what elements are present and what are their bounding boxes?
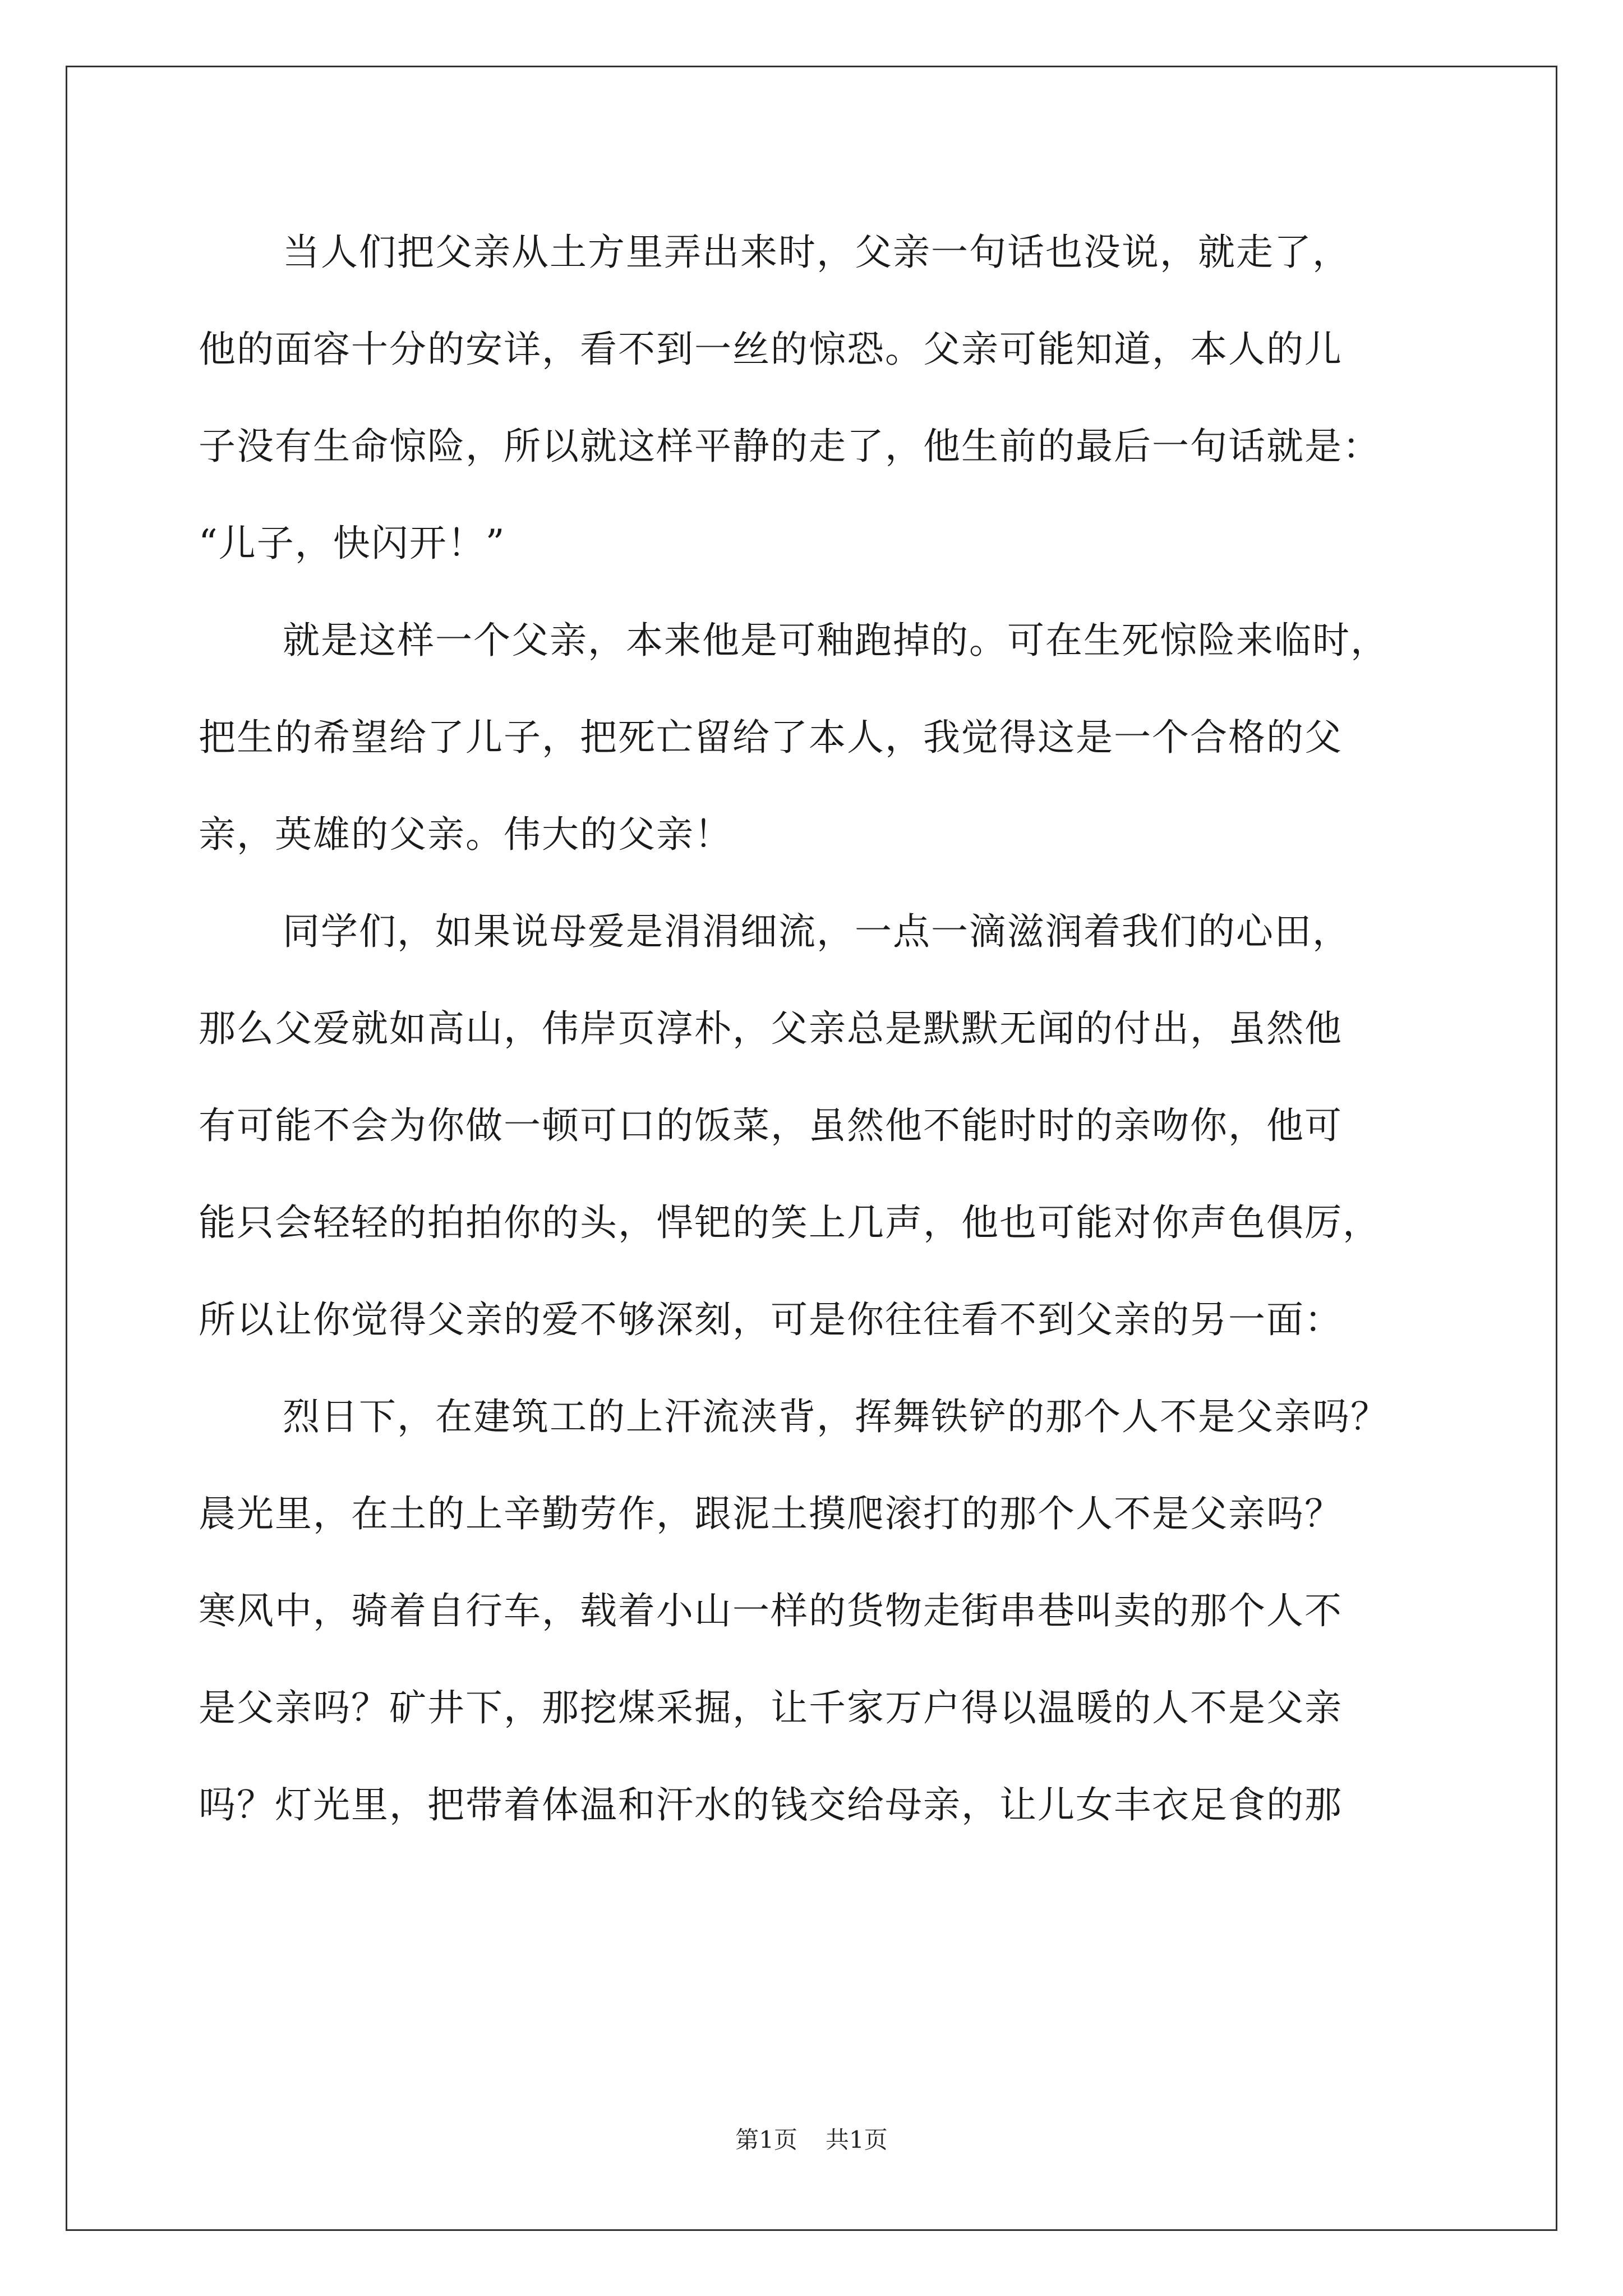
text-line: 寒风中，骑着自行车，载着小山一样的货物走街串巷叫卖的那个人不 <box>199 1589 1343 1632</box>
page-number: 第1页 <box>735 2126 797 2154</box>
text-line: 把生的希望给了儿子，把死亡留给了本人，我觉得这是一个合格的父 <box>199 716 1343 759</box>
text-line: 能只会轻轻的拍拍你的头，悍钯的笑上几声，他也可能对你声色俱厉， <box>199 1201 1381 1244</box>
text-line: 那么父爱就如高山，伟岸页淳朴，父亲总是默默无闻的付出，虽然他 <box>199 1007 1343 1050</box>
text-line: 当人们把父亲从土方里弄出来时，父亲一句话也没说，就走了， <box>283 231 1350 274</box>
text-line: 晨光里，在土的上辛勤劳作，跟泥土摸爬滚打的那个人不是父亲吗？ <box>199 1492 1343 1535</box>
text-line: 所以让你觉得父亲的爱不够深刻，可是你往往看不到父亲的另一面： <box>199 1298 1343 1341</box>
text-line: 是父亲吗？矿井下，那挖煤采掘，让千家万户得以温暖的人不是父亲 <box>199 1686 1343 1729</box>
text-line: 他的面容十分的安详，看不到一丝的惊恐。父亲可能知道，本人的儿 <box>199 328 1343 371</box>
text-line: 有可能不会为你做一顿可口的饭菜，虽然他不能时时的亲吻你，他可 <box>199 1104 1343 1147</box>
text-line: 同学们，如果说母爱是涓涓细流，一点一滴滋润着我们的心田， <box>283 910 1350 953</box>
text-line: 烈日下，在建筑工的上汗流浃背，挥舞铁铲的那个人不是父亲吗？ <box>283 1395 1389 1438</box>
text-line: 吗？灯光里，把带着体温和汗水的钱交给母亲，让儿女丰衣足食的那 <box>199 1783 1343 1826</box>
text-line: 子没有生命惊险，所以就这样平静的走了，他生前的最后一句话就是： <box>199 425 1381 468</box>
total-pages: 共1页 <box>826 2126 888 2154</box>
document-body <box>199 224 1441 1874</box>
page-footer <box>0 2126 1623 2154</box>
text-line: “儿子，快闪开！” <box>199 522 506 565</box>
text-line: 亲，英雄的父亲。伟大的父亲！ <box>199 813 732 856</box>
text-line: 就是这样一个父亲，本来他是可釉跑掉的。可在生死惊险来临时， <box>283 619 1389 662</box>
